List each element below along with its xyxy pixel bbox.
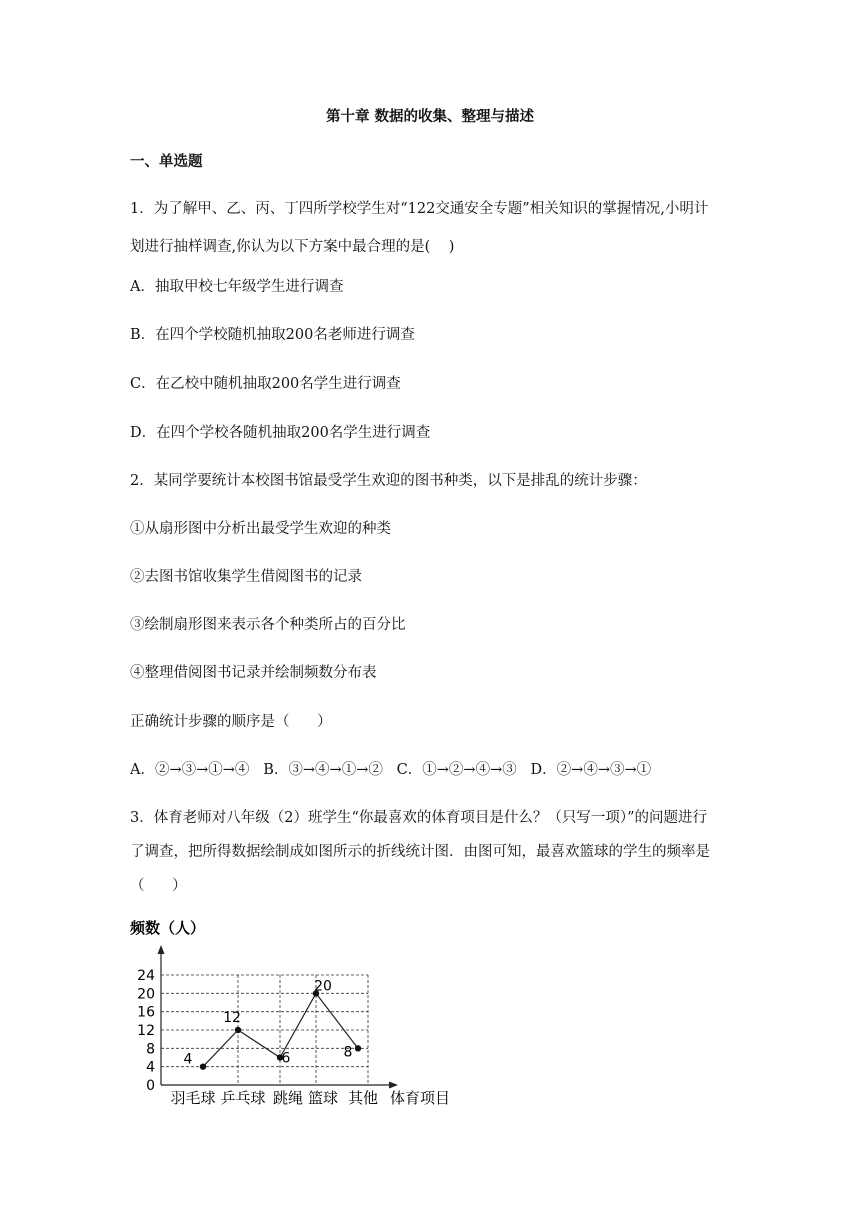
q2-step-1: ①从扇形图中分析出最受学生欢迎的种类 — [130, 521, 391, 537]
line-chart — [128, 915, 468, 1115]
data-label: 8 — [343, 1044, 353, 1061]
q2-step-4: ④整理借阅图书记录并绘制频数分布表 — [130, 665, 377, 681]
y-tick-label: 24 — [137, 968, 155, 984]
q1-option-d: D．在四个学校各随机抽取200名学生进行调查 — [130, 425, 431, 441]
q1-option-a: A．抽取甲校七年级学生进行调查 — [130, 279, 344, 295]
q3-stem-line3: （ ） — [130, 878, 187, 894]
x-tick-label: 跳绳 — [272, 1089, 304, 1107]
y-axis-label: 频数（人） — [130, 919, 206, 937]
x-tick-label: 其他 — [347, 1089, 379, 1107]
x-tick-label: 乒乓球 — [220, 1089, 266, 1107]
q1-option-c: C．在乙校中随机抽取200名学生进行调查 — [130, 376, 401, 392]
data-label: 20 — [314, 978, 332, 995]
chapter-title: 第十章 数据的收集、整理与描述 — [325, 109, 535, 125]
data-label: 12 — [223, 1010, 241, 1026]
y-tick-labels — [137, 968, 155, 1094]
q3-stem-line2: 了调查，把所得数据绘制成如图所示的折线统计图．由图可知，最喜欢篮球的学生的频率是 — [130, 844, 710, 860]
q1-option-b: B．在四个学校随机抽取200名老师进行调查 — [130, 327, 415, 343]
q1-stem-line2: 划进行抽样调查,你认为以下方案中最合理的是( ) — [130, 239, 455, 255]
data-point — [355, 1045, 361, 1051]
q2-step-2: ②去图书馆收集学生借阅图书的记录 — [130, 569, 362, 585]
y-tick-label: 0 — [146, 1078, 155, 1094]
chart-grid — [161, 975, 368, 1085]
q1-stem-line1: 1．为了解甲、乙、丙、丁四所学校学生对“122交通安全专题”相关知识的掌握情况,小明计 — [130, 201, 709, 217]
data-label: 4 — [183, 1051, 193, 1068]
data-point — [235, 1027, 241, 1033]
data-labels — [184, 978, 353, 1067]
data-point — [200, 1063, 206, 1069]
x-axis-label: 体育项目 — [390, 1089, 451, 1107]
y-tick-label: 8 — [146, 1041, 155, 1058]
q3-stem-line1: 3．体育老师对八年级（2）班学生“你最喜欢的体育项目是什么？（只写一项）”的问题进行 — [130, 810, 708, 826]
y-tick-label: 16 — [137, 1004, 155, 1021]
q2-options: A．②→③→①→④ B．③→④→①→② C．①→②→④→③ D．②→④→③→① — [130, 762, 652, 778]
section-heading: 一、单选题 — [130, 154, 203, 170]
y-axis-arrow — [158, 945, 165, 954]
y-tick-label: 20 — [137, 986, 155, 1003]
data-label: 6 — [281, 1050, 291, 1067]
x-axis-arrow — [389, 1082, 398, 1089]
y-tick-label: 12 — [137, 1023, 155, 1039]
y-tick-label: 4 — [146, 1059, 155, 1076]
x-tick-labels — [170, 1089, 378, 1107]
q2-step-3: ③绘制扇形图来表示各个种类所占的百分比 — [130, 617, 406, 633]
q2-question: 正确统计步骤的顺序是（ ） — [130, 714, 332, 730]
x-tick-label: 篮球 — [307, 1089, 339, 1107]
x-tick-label: 羽毛球 — [170, 1089, 216, 1107]
q2-stem: 2．某同学要统计本校图书馆最受学生欢迎的图书种类，以下是排乱的统计步骤： — [130, 473, 647, 489]
